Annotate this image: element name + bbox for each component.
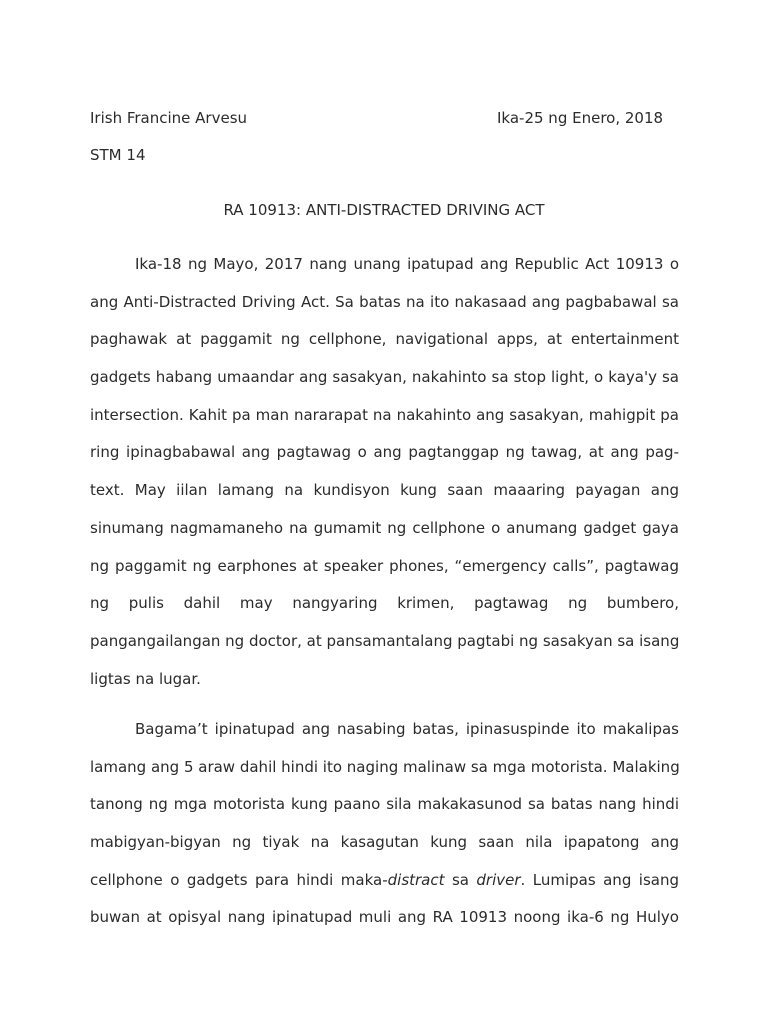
paragraph-line: pangangailangan ng doctor, at pansamantalang pagtabi ng sasakyan sa isang [90,631,680,650]
document-title: RA 10913: ANTI-DISTRACTED DRIVING ACT [223,201,545,219]
paragraph-line: lamang ang 5 araw dahil hindi ito naging malinaw sa mga motorista. Malaking [90,757,680,776]
paragraph-line: mabigyan-bigyan ng tiyak na kasagutan kung saan nila ipapatong ang [90,833,679,852]
paragraph-line: paghawak at paggamit ng cellphone, navigational apps, at entertainment [90,330,679,349]
italic-term: distract [387,870,445,889]
paragraph-2 [90,711,679,937]
paragraph-text: cellphone o gadgets para hindi maka- [90,870,388,889]
paragraph-line: Bagama’t ipinatupad ang nasabing batas, ipinasuspinde ito makalipas [135,720,679,738]
italic-term: driver [476,870,521,889]
paragraph-line: Ika-18 ng Mayo, 2017 nang unang ipatupad ang Republic Act 10913 o [135,255,679,273]
paragraph-line: ang Anti-Distracted Driving Act. Sa batas na ito nakasaad ang pagbabawal sa [90,292,679,311]
paragraph-line: tanong ng mga motorista kung paano sila makakasunod sa batas nang hindi [90,795,679,814]
document-date: Ika-25 ng Enero, 2018 [497,109,664,127]
paragraph-line: ligtas na lugar. [90,669,201,688]
paragraph-line: ng pulis dahil may nangyaring krimen, pagtawag ng bumbero, [90,594,679,613]
paragraph-line: ng paggamit ng earphones at speaker phones, “emergency calls”, pagtawag [90,556,679,575]
paragraph-line: sinumang nagmamaneho na gumamit ng cellphone o anumang gadget gaya [90,518,679,537]
paragraph-line: text. May iilan lamang na kundisyon kung saan maaaring payagan ang [90,481,679,500]
paragraph-text: sa [444,870,477,889]
paragraph-line: intersection. Kahit pa man nararapat na nakahinto ang sasakyan, mahigpit pa [90,405,679,424]
paragraph-line: gadgets habang umaandar ang sasakyan, nakahinto sa stop light, o kaya'y sa [90,368,679,387]
paragraph-text: . Lumipas ang isang [520,870,679,889]
paragraph-line: buwan at opisyal nang ipinatupad muli ang RA 10913 noong ika-6 ng Hulyo [90,908,679,927]
section-label: STM 14 [90,146,146,164]
paragraph-1 [90,246,679,698]
author-name: Irish Francine Arvesu [90,109,248,127]
paragraph-line [90,862,679,900]
paragraph-line: ring ipinagbabawal ang pagtawag o ang pagtanggap ng tawag, at ang pag- [90,443,679,462]
